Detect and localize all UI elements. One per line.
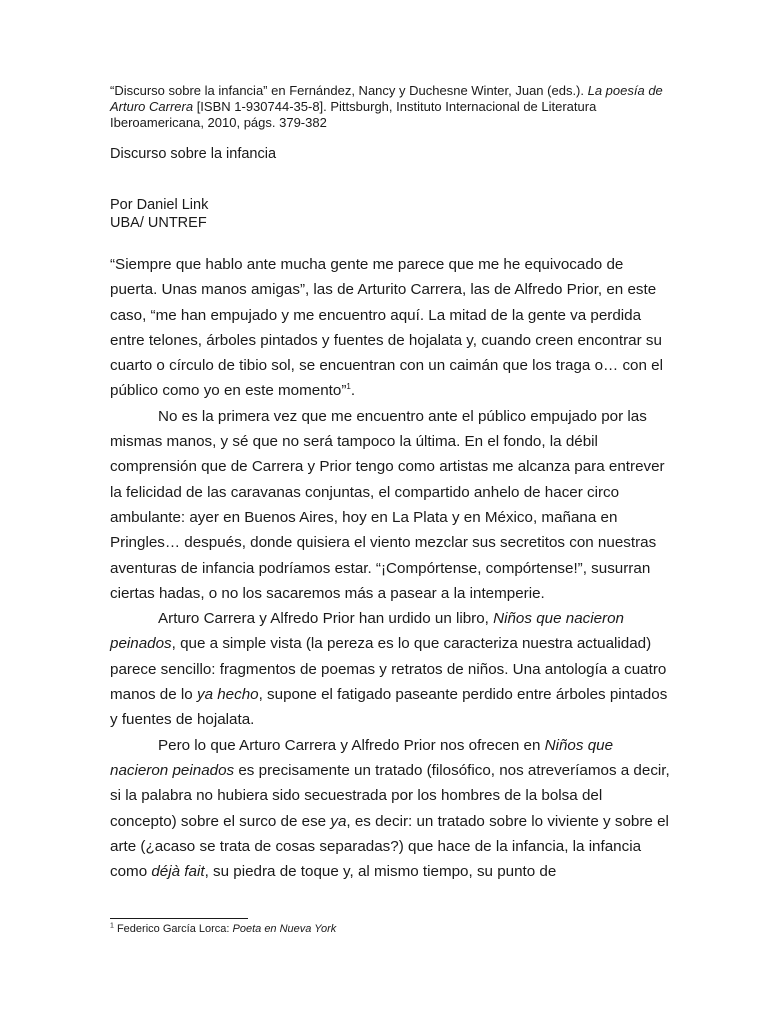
author-name: Por Daniel Link <box>110 197 209 213</box>
citation-prefix: “Discurso sobre la infancia” en Fernández, Nancy y Duchesne Winter, Juan (eds.). <box>110 83 588 98</box>
paragraph-2: No es la primera vez que me encuentro ante el público empujado por las mismas manos, y sé que no será tampoco la última. En el fondo, la débil comprensión que de Carrera y Prior tengo como artistas me alcanza para entrever la felicidad de las caravanas conjuntas, el compartido anhelo de hacer circo ambulante: ayer en Buenos Aires, hoy en La Plata y en México, mañana en Pringles… después, donde quisiera el viento mezclar sus secretitos con nuestras aventuras de infancia podríamos estar. “¡Compórtense, compórtense!”, susurran ciertas hadas, o no los sacaremos más a pasear a la intemperie. <box>110 407 665 602</box>
author-affiliation: UBA/ UNTREF <box>110 215 207 231</box>
paragraph-4-text: Pero lo que Arturo Carrera y Alfredo Prior nos ofrecen en <box>158 736 545 754</box>
paragraph-3-text: , supone el fatigado paseante perdido entre árboles pintados y fuentes de hojalata. <box>110 686 668 729</box>
paragraph-1-end: . <box>350 382 356 400</box>
citation-suffix: [ISBN 1-930744-35-8]. Pittsburgh, Instituto Internacional de Literatura Iberoamericana, 2010, págs. 379-382 <box>110 99 597 130</box>
citation-book-title: La poesía de Arturo Carrera <box>110 83 663 114</box>
italic-phrase: ya hecho <box>196 686 259 704</box>
paragraph-4 <box>110 733 670 885</box>
paragraph-4-text: es precisamente un tratado (filosófico, nos atreveríamos a decir, si la palabra no hubiera sido secuestrada por los hombres de la bolsa del concepto) sobre el surco de ese <box>110 761 670 830</box>
paragraph-4-text: , es decir: un tratado sobre lo viviente y sobre el arte (¿acaso se trata de cosas separadas?) que hace de la infancia, la infancia como <box>110 812 669 881</box>
footnote-author: Federico García Lorca: <box>113 923 233 935</box>
italic-phrase: déjà fait <box>151 863 205 881</box>
essay-body <box>110 252 670 884</box>
essay-title: Discurso sobre la infancia <box>110 146 277 162</box>
footnote <box>110 922 336 936</box>
book-title-italic: Niños que nacieron peinados <box>110 736 614 779</box>
paragraph-3 <box>110 606 670 732</box>
footnote-work: Poeta en Nueva York <box>232 923 337 935</box>
book-title-italic: Niños que nacieron peinados <box>110 610 625 653</box>
italic-phrase: ya <box>330 812 347 830</box>
paragraph-1-text: “Siempre que hablo ante mucha gente me parece que me he equivocado de puerta. Unas manos amigas”, las de Arturito Carrera, las de Alfredo Prior, en este caso, “me han empujado y me encuentro aquí. La mitad de la gente va perdida entre telones, árboles pintados y fuentes de hojalata y, cuando creen encontrar su cuarto o círculo de tibio sol, se encuentran con un caimán que los traga o… con el público como yo en este momento” <box>110 256 663 400</box>
footnote-divider <box>110 918 248 919</box>
paragraph-3-text: Arturo Carrera y Alfredo Prior han urdido un libro, <box>158 610 494 628</box>
author-block <box>110 196 208 232</box>
paragraph-1 <box>110 252 670 404</box>
bibliographic-citation <box>110 83 670 131</box>
paragraph-4-text: , su piedra de toque y, al mismo tiempo, su punto de <box>204 863 557 881</box>
footnote-reference[interactable]: 1 <box>346 382 351 392</box>
paragraph-3-text: , que a simple vista (la pereza es lo que caracteriza nuestra actualidad) parece sencillo: fragmentos de poemas y retratos de niños. Una antología a cuatro manos de lo <box>110 635 667 704</box>
footnote-marker: 1 <box>110 922 114 930</box>
